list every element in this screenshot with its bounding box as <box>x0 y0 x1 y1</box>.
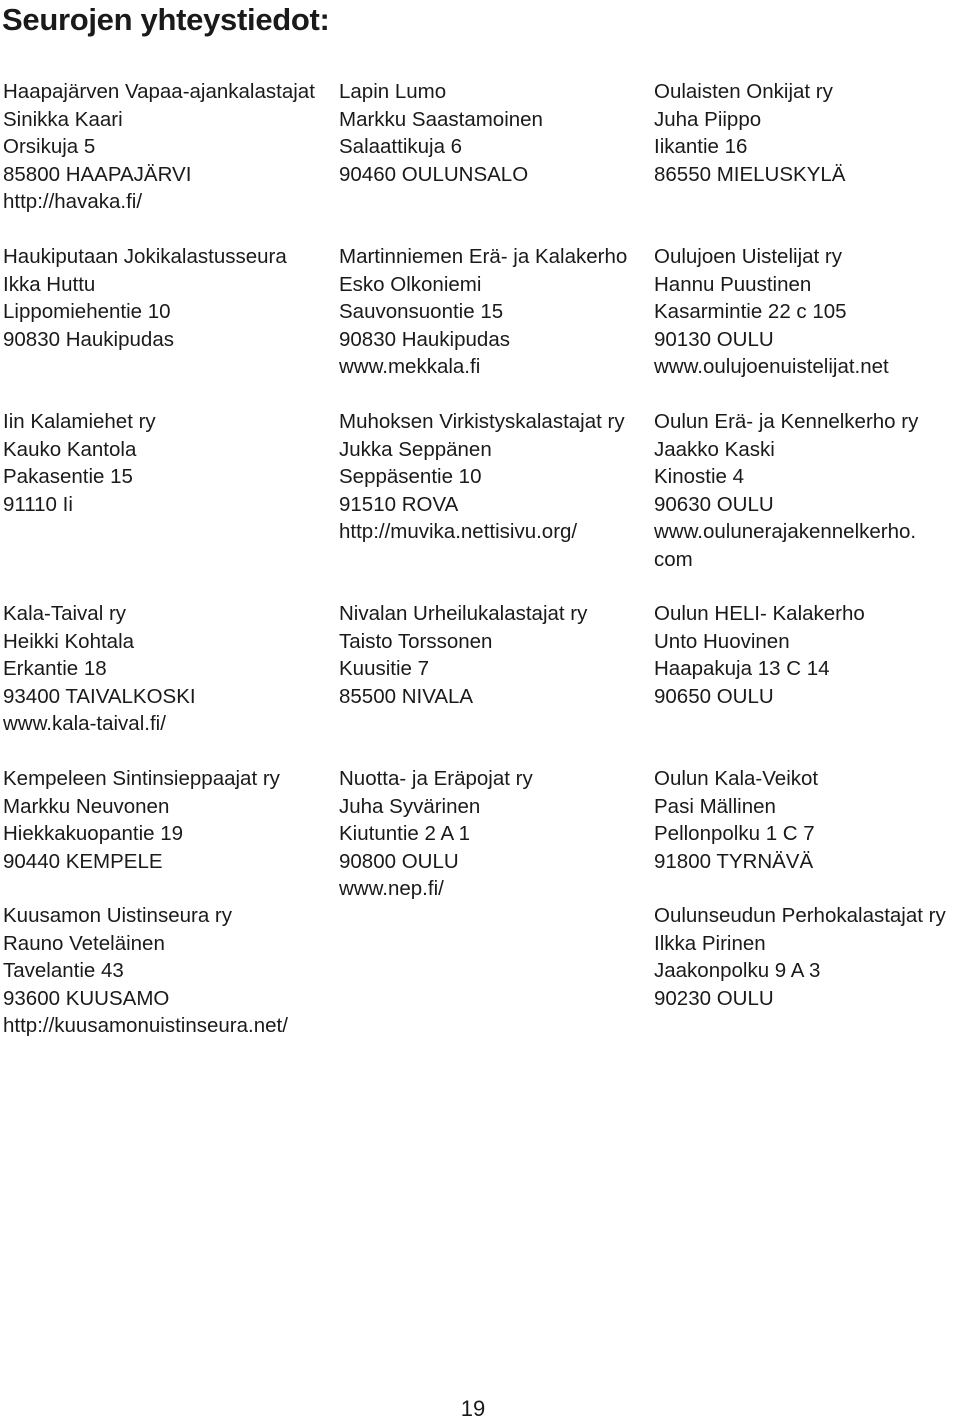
page-title: Seurojen yhteystiedot: <box>2 2 330 37</box>
postal-address: 90630 OULU <box>654 492 774 516</box>
club-entry-oulun-era <box>654 408 918 573</box>
street-address: Lippomiehentie 10 <box>3 300 171 323</box>
street-address: Pakasentie 15 <box>3 465 133 488</box>
contact-person: Juha Piippo <box>654 107 762 131</box>
website: www.mekkala.fi <box>339 355 481 378</box>
postal-address: 90650 OULU <box>654 684 774 708</box>
street-address: Seppäsentie 10 <box>339 465 482 488</box>
contact-person: Ikka Huttu <box>3 272 96 296</box>
club-name: Oulun HELI- Kalakerho <box>654 602 865 625</box>
club-entry-kempeleen <box>3 765 280 875</box>
club-name: Iin Kalamiehet ry <box>3 410 156 433</box>
postal-address: 93600 KUUSAMO <box>3 986 170 1010</box>
club-entry-oulun-kala-veikot <box>654 765 818 875</box>
contact-person: Rauno Veteläinen <box>3 931 165 955</box>
contact-person: Hannu Puustinen <box>654 272 812 296</box>
postal-address: 93400 TAIVALKOSKI <box>3 684 196 708</box>
club-name: Oulujoen Uistelijat ry <box>654 245 842 268</box>
postal-address: 91510 ROVA <box>339 492 459 516</box>
website: http://kuusamonuistinseura.net/ <box>3 1014 288 1037</box>
club-entry-oulaisten <box>654 78 845 188</box>
street-address: Tavelantie 43 <box>3 959 124 982</box>
club-entry-nivalan <box>339 600 587 710</box>
website-continued: com <box>654 547 693 571</box>
club-entry-oulunseudun <box>654 902 946 1012</box>
contact-person: Jaakko Kaski <box>654 437 775 461</box>
club-entry-nuotta <box>339 765 533 903</box>
website: http://havaka.fi/ <box>3 190 143 213</box>
contact-person: Unto Huovinen <box>654 629 790 653</box>
website: http://muvika.nettisivu.org/ <box>339 520 578 543</box>
club-name: Kuusamon Uistinseura ry <box>3 904 233 927</box>
club-name: Lapin Lumo <box>339 80 447 103</box>
website: www.nep.fi/ <box>339 877 444 900</box>
club-name: Muhoksen Virkistyskalastajat ry <box>339 410 625 433</box>
street-address: Hiekkakuopantie 19 <box>3 822 184 845</box>
contact-person: Ilkka Pirinen <box>654 931 766 955</box>
page-number: 19 <box>460 1396 486 1421</box>
club-name: Nuotta- ja Eräpojat ry <box>339 767 533 790</box>
postal-address: 90830 Haukipudas <box>3 327 174 351</box>
club-name: Haapajärven Vapaa-ajankalastajat <box>3 80 315 103</box>
street-address: Sauvonsuontie 15 <box>339 300 504 323</box>
contact-person: Jukka Seppänen <box>339 437 492 461</box>
street-address: Kiutuntie 2 A 1 <box>339 822 471 845</box>
street-address: Kuusitie 7 <box>339 657 430 680</box>
postal-address: 86550 MIELUSKYLÄ <box>654 162 846 186</box>
club-name: Oulunseudun Perhokalastajat ry <box>654 904 946 927</box>
club-entry-lapin-lumo <box>339 78 543 188</box>
club-entry-muhoksen <box>339 408 625 546</box>
street-address: Salaattikuja 6 <box>339 135 463 158</box>
postal-address: 90830 Haukipudas <box>339 327 510 351</box>
contact-person: Markku Saastamoinen <box>339 107 543 131</box>
street-address: Jaakonpolku 9 A 3 <box>654 959 821 982</box>
postal-address: 90440 KEMPELE <box>3 849 163 873</box>
club-name: Kempeleen Sintinsieppaajat ry <box>3 767 280 790</box>
contact-person: Juha Syvärinen <box>339 794 481 818</box>
club-name: Oulun Erä- ja Kennelkerho ry <box>654 410 919 433</box>
postal-address: 91110 Ii <box>3 492 73 516</box>
club-name: Haukiputaan Jokikalastusseura <box>3 245 287 268</box>
street-address: Haapakuja 13 C 14 <box>654 657 830 680</box>
contact-person: Markku Neuvonen <box>3 794 170 818</box>
contact-person: Taisto Torssonen <box>339 629 493 653</box>
club-entry-oulujoen <box>654 243 889 381</box>
street-address: Kasarmintie 22 c 105 <box>654 300 847 323</box>
club-name: Oulaisten Onkijat ry <box>654 80 833 103</box>
postal-address: 90460 OULUNSALO <box>339 162 529 186</box>
postal-address: 85500 NIVALA <box>339 684 474 708</box>
club-name: Oulun Kala-Veikot <box>654 767 819 790</box>
street-address: Orsikuja 5 <box>3 135 96 158</box>
street-address: Kinostie 4 <box>654 465 745 488</box>
postal-address: 90130 OULU <box>654 327 774 351</box>
club-entry-martinniemen <box>339 243 627 381</box>
postal-address: 90800 OULU <box>339 849 459 873</box>
postal-address: 85800 HAAPAJÄRVI <box>3 162 192 186</box>
club-name: Kala-Taival ry <box>3 602 127 625</box>
club-entry-kala-taival <box>3 600 196 738</box>
club-entry-oulun-heli <box>654 600 865 710</box>
website: www.kala-taival.fi/ <box>3 712 166 735</box>
website: www.oulunerajakennelkerho. <box>654 520 917 543</box>
contact-person: Heikki Kohtala <box>3 629 135 653</box>
contact-person: Sinikka Kaari <box>3 107 123 131</box>
street-address: Iikantie 16 <box>654 135 748 158</box>
contact-person: Kauko Kantola <box>3 437 137 461</box>
postal-address: 91800 TYRNÄVÄ <box>654 849 814 873</box>
club-entry-haukiputaan <box>3 243 287 353</box>
club-entry-kuusamon <box>3 902 288 1040</box>
street-address: Erkantie 18 <box>3 657 107 680</box>
contact-person: Pasi Mällinen <box>654 794 776 818</box>
street-address: Pellonpolku 1 C 7 <box>654 822 815 845</box>
club-name: Martinniemen Erä- ja Kalakerho <box>339 245 628 268</box>
contact-person: Esko Olkoniemi <box>339 272 482 296</box>
club-entry-iin <box>3 408 156 518</box>
club-entry-haapajarven <box>3 78 315 216</box>
website: www.oulujoenuistelijat.net <box>654 355 889 378</box>
postal-address: 90230 OULU <box>654 986 774 1010</box>
club-name: Nivalan Urheilukalastajat ry <box>339 602 588 625</box>
